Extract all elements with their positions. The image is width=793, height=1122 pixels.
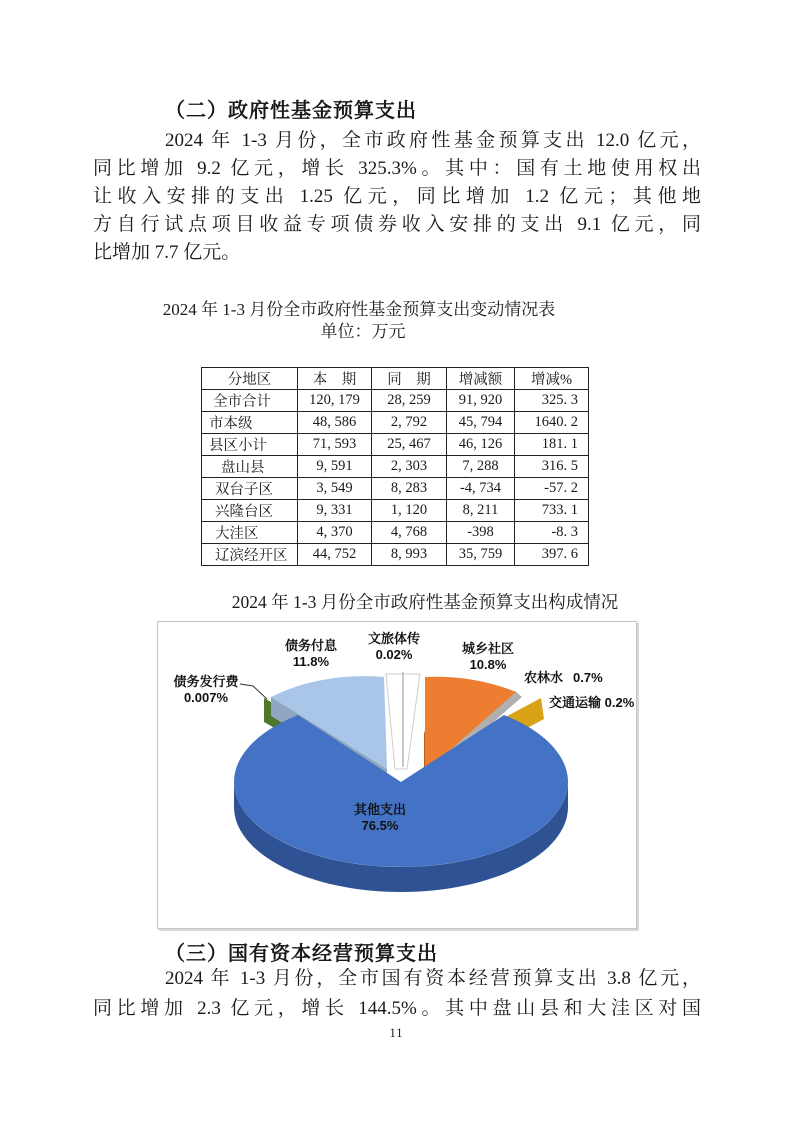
section3-heading: （三）国有资本经营预算支出 [165, 943, 438, 965]
value-cell: 91, 920 [447, 390, 515, 412]
table-title: 2024 年 1-3 月份全市政府性基金预算支出变动情况表 [162, 300, 556, 319]
column-header-region: 分地区 [202, 368, 298, 390]
section2-paragraph [93, 127, 701, 267]
region-cell: 全市合计 [202, 390, 298, 412]
region-cell: 辽滨经开区 [202, 544, 298, 566]
value-cell: 48, 586 [298, 412, 372, 434]
value-cell: 28, 259 [372, 390, 447, 412]
pie-label-value: 76.5% [361, 818, 399, 833]
value-cell: 4, 768 [372, 522, 447, 544]
pie-label-text: 城乡社区 [461, 641, 514, 656]
column-header-prior: 同 期 [372, 368, 447, 390]
chart-title: 2024 年 1-3 月份全市政府性基金预算支出构成情况 [231, 592, 619, 612]
value-cell: 1, 120 [372, 500, 447, 522]
region-cell: 双台子区 [202, 478, 298, 500]
region-cell: 兴隆台区 [202, 500, 298, 522]
pct-cell: -57. 2 [515, 478, 589, 500]
table-row [202, 434, 589, 456]
value-cell: 2, 792 [372, 412, 447, 434]
pie-label-agriculture [524, 670, 603, 686]
pct-cell: 733. 1 [515, 500, 589, 522]
value-cell: -398 [447, 522, 515, 544]
table-row [202, 544, 589, 566]
pie-label-value: 0.02% [375, 647, 413, 662]
pie-label-interest [266, 638, 356, 670]
column-header-change: 增减额 [447, 368, 515, 390]
table-row [202, 456, 589, 478]
value-cell: 8, 283 [372, 478, 447, 500]
region-cell: 大洼区 [202, 522, 298, 544]
section2-heading: （二）政府性基金预算支出 [165, 100, 417, 122]
pie-label-value: 0.007% [183, 690, 229, 705]
value-cell: 7, 288 [447, 456, 515, 478]
paragraph-line: 同比增加 9.2 亿元，增长 325.3%。其中：国有土地使用权出 [93, 158, 701, 179]
pct-cell: 181. 1 [515, 434, 589, 456]
pct-cell: -8. 3 [515, 522, 589, 544]
pie-label-debt-issue-fee [160, 674, 252, 706]
region-cell: 盘山县 [202, 456, 298, 478]
pie-chart [158, 622, 636, 928]
region-cell: 市本级 [202, 412, 298, 434]
table-row [202, 500, 589, 522]
section3-paragraph [93, 964, 701, 1024]
pie-label-community [443, 641, 533, 673]
paragraph-line: 2024 年 1-3 月份，全市国有资本经营预算支出 3.8 亿元， [165, 968, 701, 989]
paragraph-line: 让收入安排的支出 1.25 亿元，同比增加 1.2 亿元；其他地 [93, 186, 701, 207]
pie-label-value: 0.2% [604, 695, 635, 710]
pie-label-text: 交通运输 [549, 695, 602, 710]
table-header-row [202, 368, 589, 390]
pie-label-text: 债务付息 [284, 638, 337, 653]
page-number: 11 [389, 1026, 404, 1040]
value-cell: 45, 794 [447, 412, 515, 434]
value-cell: 8, 993 [372, 544, 447, 566]
value-cell: 35, 759 [447, 544, 515, 566]
pct-cell: 316. 5 [515, 456, 589, 478]
pie-chart-frame [157, 621, 637, 929]
pie-label-value: 10.8% [469, 657, 507, 672]
column-header-current: 本 期 [298, 368, 372, 390]
budget-change-table [201, 367, 589, 566]
paragraph-line: 2024 年 1-3 月份，全市政府性基金预算支出 12.0 亿元， [165, 130, 701, 151]
pie-label-transport [549, 695, 634, 711]
region-cell: 县区小计 [202, 434, 298, 456]
value-cell: -4, 734 [447, 478, 515, 500]
value-cell: 44, 752 [298, 544, 372, 566]
value-cell: 3, 549 [298, 478, 372, 500]
pie-label-text: 文旅体传 [367, 631, 420, 646]
table-row [202, 390, 589, 412]
value-cell: 46, 126 [447, 434, 515, 456]
paragraph-line: 比增加 7.7 亿元。 [93, 242, 241, 263]
table-unit-label: 单位：万元 [320, 322, 406, 341]
value-cell: 9, 591 [298, 456, 372, 478]
value-cell: 120, 179 [298, 390, 372, 412]
paragraph-line: 方自行试点项目收益专项债券收入安排的支出 9.1 亿元，同 [93, 214, 701, 235]
table-row [202, 412, 589, 434]
pie-label-text: 农林水 [524, 670, 564, 685]
value-cell: 71, 593 [298, 434, 372, 456]
pct-cell: 325. 3 [515, 390, 589, 412]
pct-cell: 397. 6 [515, 544, 589, 566]
pie-label-culture [349, 631, 439, 663]
value-cell: 4, 370 [298, 522, 372, 544]
pie-label-text: 其他支出 [353, 802, 406, 817]
pie-label-value: 0.7% [573, 670, 603, 685]
value-cell: 2, 303 [372, 456, 447, 478]
pie-label-other [334, 802, 426, 834]
table-row [202, 522, 589, 544]
column-header-pct: 增减% [515, 368, 589, 390]
pie-label-text: 债务发行费 [173, 674, 239, 689]
value-cell: 25, 467 [372, 434, 447, 456]
paragraph-line: 同比增加 2.3 亿元，增长 144.5%。其中盘山县和大洼区对国 [93, 998, 701, 1019]
pie-label-value: 11.8% [292, 654, 330, 669]
pct-cell: 1640. 2 [515, 412, 589, 434]
table-row [202, 478, 589, 500]
value-cell: 8, 211 [447, 500, 515, 522]
value-cell: 9, 331 [298, 500, 372, 522]
